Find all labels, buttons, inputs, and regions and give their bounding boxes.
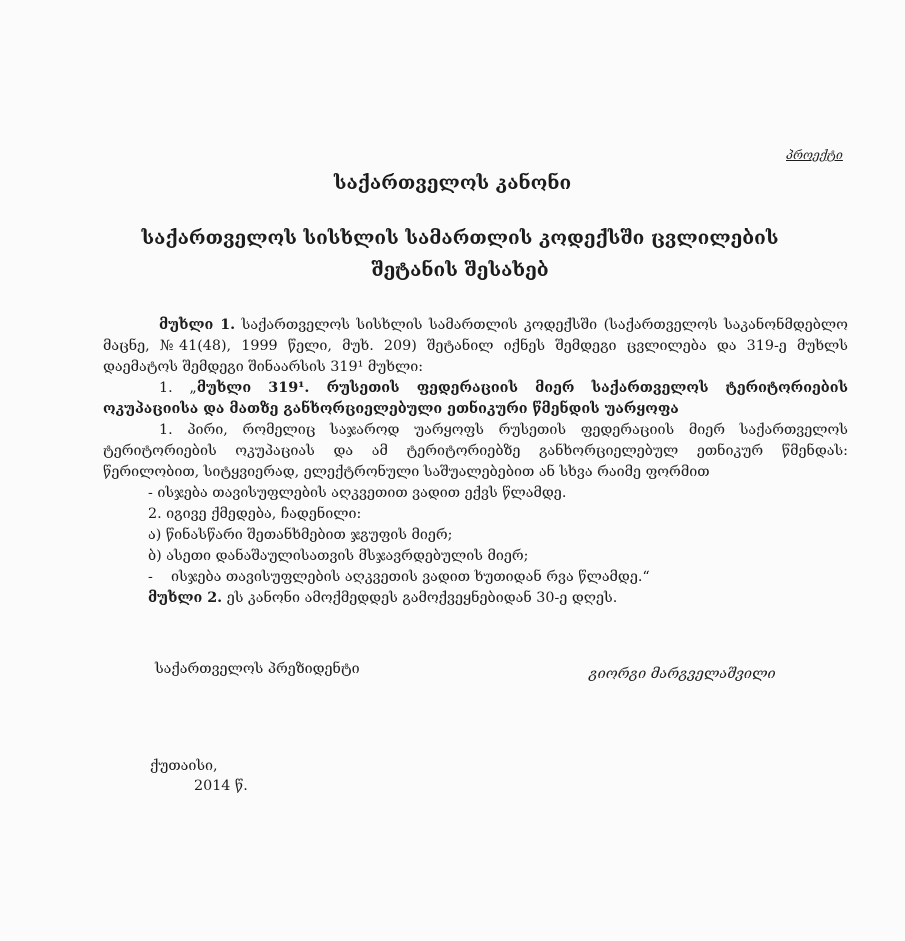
main-title: საქართველოს სისხლის სამართლის კოდექსში ცვლილების შეტანის შესახებ xyxy=(141,227,779,281)
article-2-text: ეს კანონი ამოქმედდეს გამოქვეყნებიდან 30-ე დღეს. xyxy=(222,590,618,606)
new-article-heading xyxy=(103,378,848,420)
new-article-label: მუხლი 319¹. xyxy=(196,380,310,396)
place: ქუთაისი, xyxy=(150,758,218,774)
item-b: ბ) ასეთი დანაშაულისათვის მსჯავრდებულის მიერ; xyxy=(148,548,529,564)
new-article-title: რუსეთის ფედერაციის მიერ საქართველოს ტერიტორიების ოკუპაციისა და მათზე განხორციელებული ეთნიკური წმენდის უარყოფა xyxy=(103,380,848,417)
paragraph-2: 2. იგივე ქმედება, ჩადენილი: xyxy=(148,506,362,522)
article-2 xyxy=(103,588,848,609)
item-a: ა) წინასწარი შეთანხმებით ჯგუფის მიერ; xyxy=(148,527,453,543)
new-article-prefix: 1. „ xyxy=(159,380,197,396)
draft-label: პროექტი xyxy=(786,148,843,162)
penalty-2: - ისჯება თავისუფლების აღკვეთის ვადით ხუთიდან რვა წლამდე.“ xyxy=(148,569,650,585)
law-title: საქართველოს კანონი xyxy=(333,172,572,194)
article-1-label: მუხლი 1. xyxy=(159,317,236,333)
signature-name: გიორგი მარგველაშვილი xyxy=(589,666,776,682)
law-body xyxy=(103,315,848,609)
article-1-text: საქართველოს სისხლის სამართლის კოდექსში (საქართველოს საკანონმდებლო მაცნე, №41(48), 1999 წელი, მუხ. 209) შეტანილ იქნეს შემდეგი ცვლილება და 319-ე მუხლს დაემატოს შემდეგი შინაარსის 319¹ მუხლი: xyxy=(103,317,848,375)
article-2-label: მუხლი 2. xyxy=(148,590,223,606)
signature-title: საქართველოს პრეზიდენტი xyxy=(155,661,360,677)
penalty-1: - ისჯება თავისუფლების აღკვეთით ვადით ექვს წლამდე. xyxy=(148,485,567,501)
paragraph-1: 1. პირი, რომელიც საჯაროდ უარყოფს რუსეთის ფედერაციის მიერ საქართველოს ტერიტორიების ოკუპაციას და ამ ტერიტორიებზე განხორციელებულ ეთნიკურ წმენდას: წერილობით, სიტყვიერად, ელექტრონული საშუალებებით ან სხვა რაიმე ფორმით xyxy=(103,422,848,480)
date: 2014 წ. xyxy=(194,778,248,794)
article-1-intro xyxy=(103,315,848,378)
